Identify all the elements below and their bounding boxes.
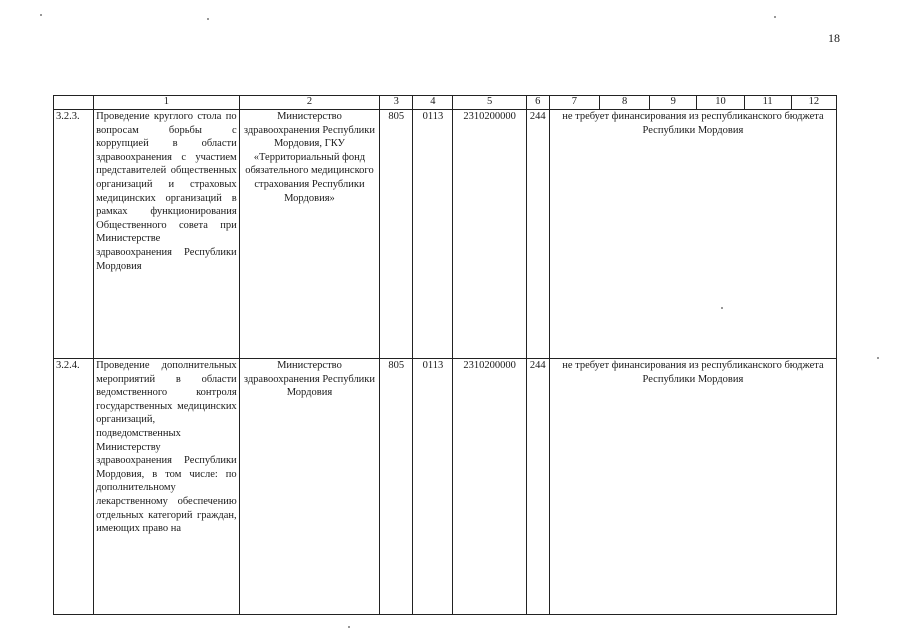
rzpr-code: 0113	[413, 110, 453, 359]
rzpr-code: 0113	[413, 359, 453, 615]
table-row	[54, 110, 837, 359]
activity-name: Проведение дополнительных мероприятий в области ведомственного контроля государственных медицинских организаций, подведомственных Министерству здравоохранения Республики Мордовия, в том числе: по дополнительному лекарственному обеспечению отдельных категорий граждан, имеющих право на	[94, 359, 240, 615]
header-cell: 6	[526, 96, 549, 110]
executor: Министерство здравоохранения Республики Мордовия, ГКУ «Территориальный фонд обязательного медицинского страхования Республики Мордовия»	[239, 110, 380, 359]
header-cell: 7	[549, 96, 599, 110]
vr-code: 244	[526, 110, 549, 359]
vr-code: 244	[526, 359, 549, 615]
header-cell: 4	[413, 96, 453, 110]
grbs-code: 805	[380, 359, 413, 615]
scan-speck	[877, 357, 879, 359]
page-number: 18	[828, 31, 840, 45]
header-cell	[54, 96, 94, 110]
scan-speck	[774, 16, 776, 18]
header-cell: 3	[380, 96, 413, 110]
grbs-code: 805	[380, 110, 413, 359]
header-cell: 12	[791, 96, 836, 110]
header-cell: 10	[697, 96, 744, 110]
executor: Министерство здравоохранения Республики Мордовия	[239, 359, 380, 615]
header-cell: 2	[239, 96, 380, 110]
row-number: 3.2.4.	[54, 359, 94, 615]
header-row	[54, 96, 837, 110]
header-cell: 9	[650, 96, 697, 110]
scan-speck	[207, 18, 209, 20]
financing-note: не требует финансирования из республиканского бюджета Республики Мордовия	[549, 359, 836, 615]
row-number: 3.2.3.	[54, 110, 94, 359]
csr-code: 2310200000	[453, 359, 526, 615]
activity-name: Проведение круглого стола по вопросам борьбы с коррупцией в области здравоохранения с участием представителей общественных организаций и страховых медицинских организаций в рамках функционирования Общественного совета при Министерстве здравоохранения Республики Мордовия	[94, 110, 240, 359]
scan-speck	[721, 307, 723, 309]
header-cell: 8	[600, 96, 650, 110]
scan-speck	[348, 626, 350, 628]
scan-speck	[40, 14, 42, 16]
header-cell: 5	[453, 96, 526, 110]
header-cell: 1	[94, 96, 240, 110]
csr-code: 2310200000	[453, 110, 526, 359]
header-cell: 11	[744, 96, 791, 110]
financing-note: не требует финансирования из республиканского бюджета Республики Мордовия	[549, 110, 836, 359]
table-row	[54, 359, 837, 615]
activities-table	[53, 95, 837, 615]
